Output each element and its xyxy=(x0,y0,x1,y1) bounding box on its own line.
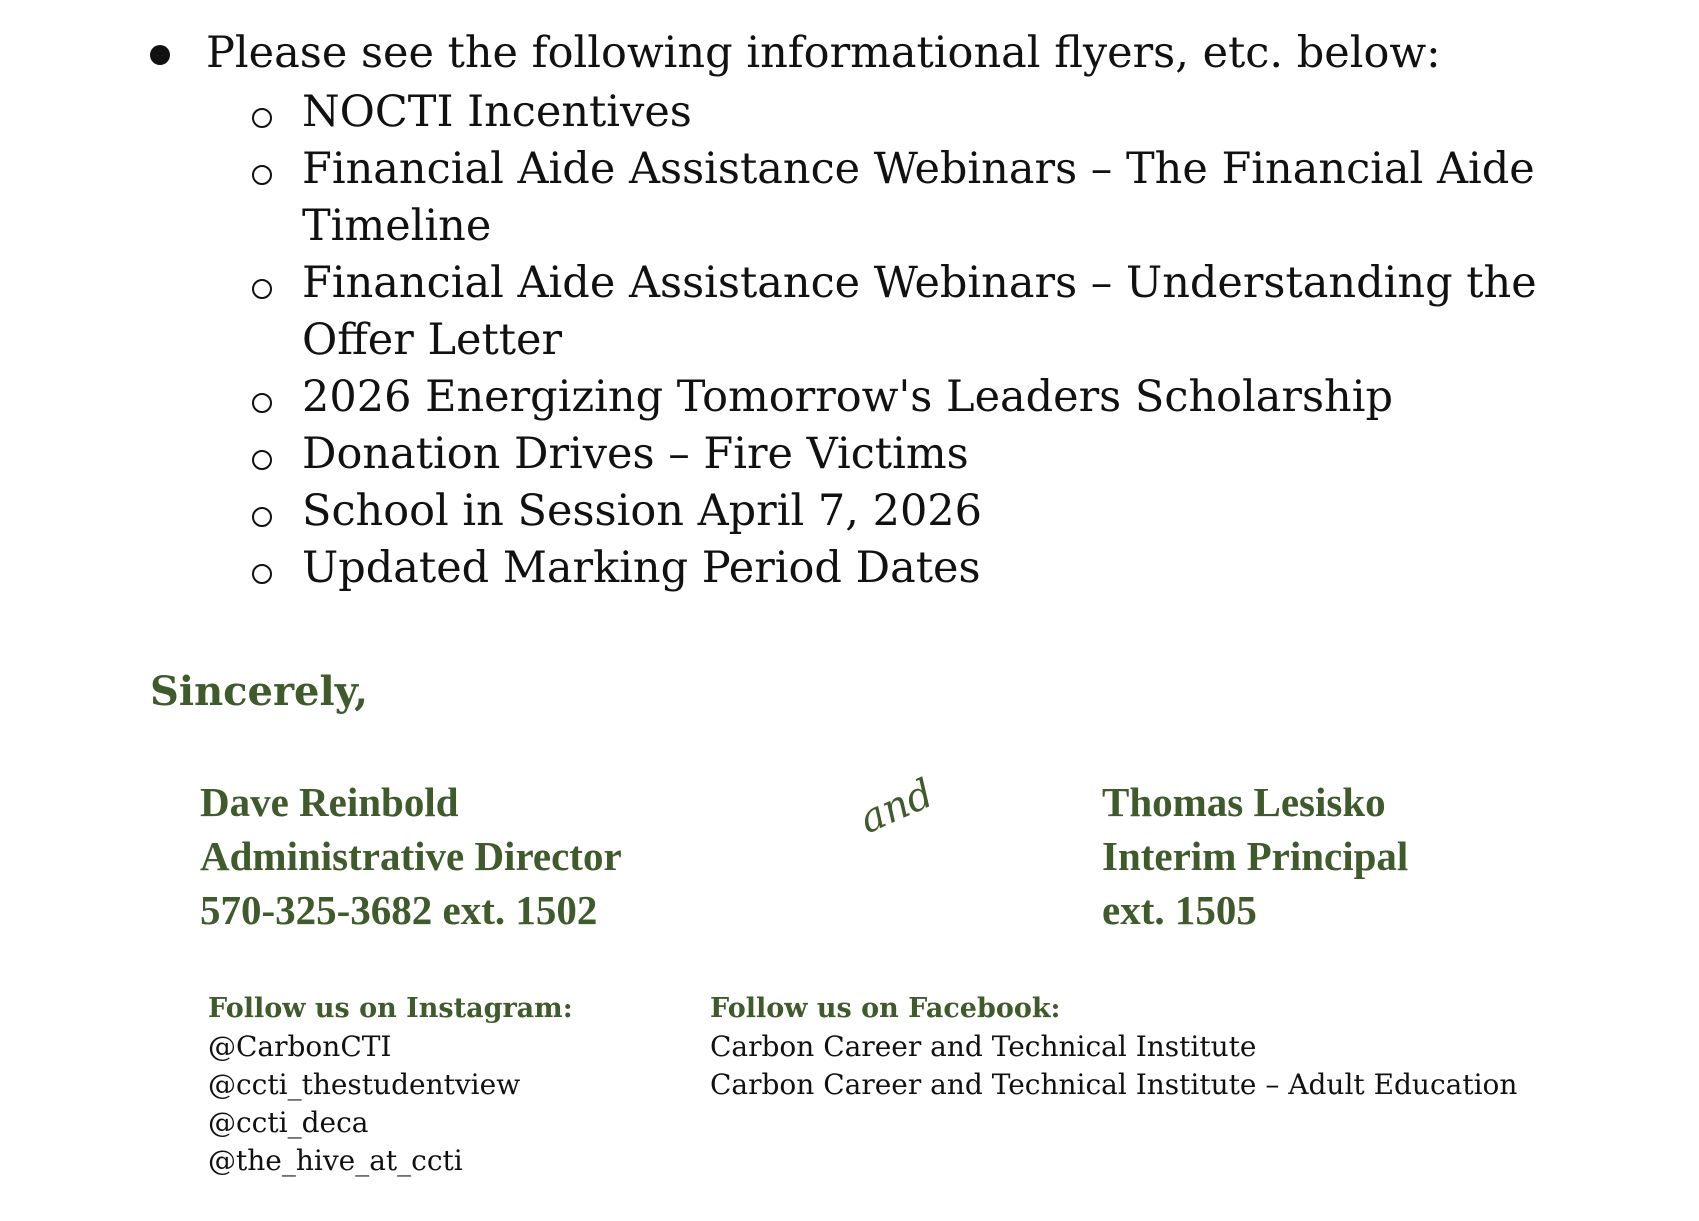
hollow-bullet-icon xyxy=(252,507,272,527)
flyer-label: Updated Marking Period Dates xyxy=(302,543,981,593)
flyer-list xyxy=(252,84,1572,597)
filled-bullet-icon xyxy=(150,45,170,65)
instagram-heading: Follow us on Instagram: xyxy=(208,993,573,1024)
and-connector: and xyxy=(852,770,941,844)
flyer-item xyxy=(252,483,1572,540)
flyer-item xyxy=(252,369,1572,426)
instagram-handle: @the_hive_at_ccti xyxy=(208,1144,463,1177)
flyer-item xyxy=(252,255,1572,369)
instagram-section xyxy=(208,990,573,1180)
flyer-item xyxy=(252,540,1572,597)
facebook-page: Carbon Career and Technical Institute xyxy=(710,1030,1257,1063)
right-signature-block xyxy=(1102,775,1408,937)
facebook-page: Carbon Career and Technical Institute – Adult Education xyxy=(710,1068,1518,1101)
flyer-label: NOCTI Incentives xyxy=(302,87,692,137)
flyer-label: School in Session April 7, 2026 xyxy=(302,486,983,536)
signer-phone: ext. 1505 xyxy=(1102,887,1257,933)
signer-title: Administrative Director xyxy=(200,833,622,879)
intro-bullet-item xyxy=(150,28,1570,78)
hollow-bullet-icon xyxy=(252,108,272,128)
instagram-handle: @CarbonCTI xyxy=(208,1030,392,1063)
intro-text: Please see the following informational flyers, etc. below: xyxy=(206,28,1441,78)
flyer-label: Financial Aide Assistance Webinars – Understanding the Offer Letter xyxy=(302,258,1537,365)
hollow-bullet-icon xyxy=(252,393,272,413)
hollow-bullet-icon xyxy=(252,450,272,470)
instagram-handle: @ccti_thestudentview xyxy=(208,1068,521,1101)
flyer-label: 2026 Energizing Tomorrow's Leaders Scholarship xyxy=(302,372,1394,422)
flyer-item xyxy=(252,426,1572,483)
facebook-section xyxy=(710,990,1517,1104)
instagram-handle: @ccti_deca xyxy=(208,1106,369,1139)
closing-salutation: Sincerely, xyxy=(150,668,369,715)
left-signature-block xyxy=(200,775,622,937)
signer-name: Dave Reinbold xyxy=(200,779,459,825)
flyer-label: Donation Drives – Fire Victims xyxy=(302,429,969,479)
signer-title: Interim Principal xyxy=(1102,833,1409,879)
hollow-bullet-icon xyxy=(252,564,272,584)
flyer-item xyxy=(252,84,1572,141)
hollow-bullet-icon xyxy=(252,165,272,185)
flyer-item xyxy=(252,141,1572,255)
hollow-bullet-icon xyxy=(252,279,272,299)
flyer-label: Financial Aide Assistance Webinars – The Financial Aide Timeline xyxy=(302,144,1535,251)
signer-phone: 570-325-3682 ext. 1502 xyxy=(200,887,598,933)
facebook-heading: Follow us on Facebook: xyxy=(710,993,1061,1024)
signer-name: Thomas Lesisko xyxy=(1102,779,1386,825)
